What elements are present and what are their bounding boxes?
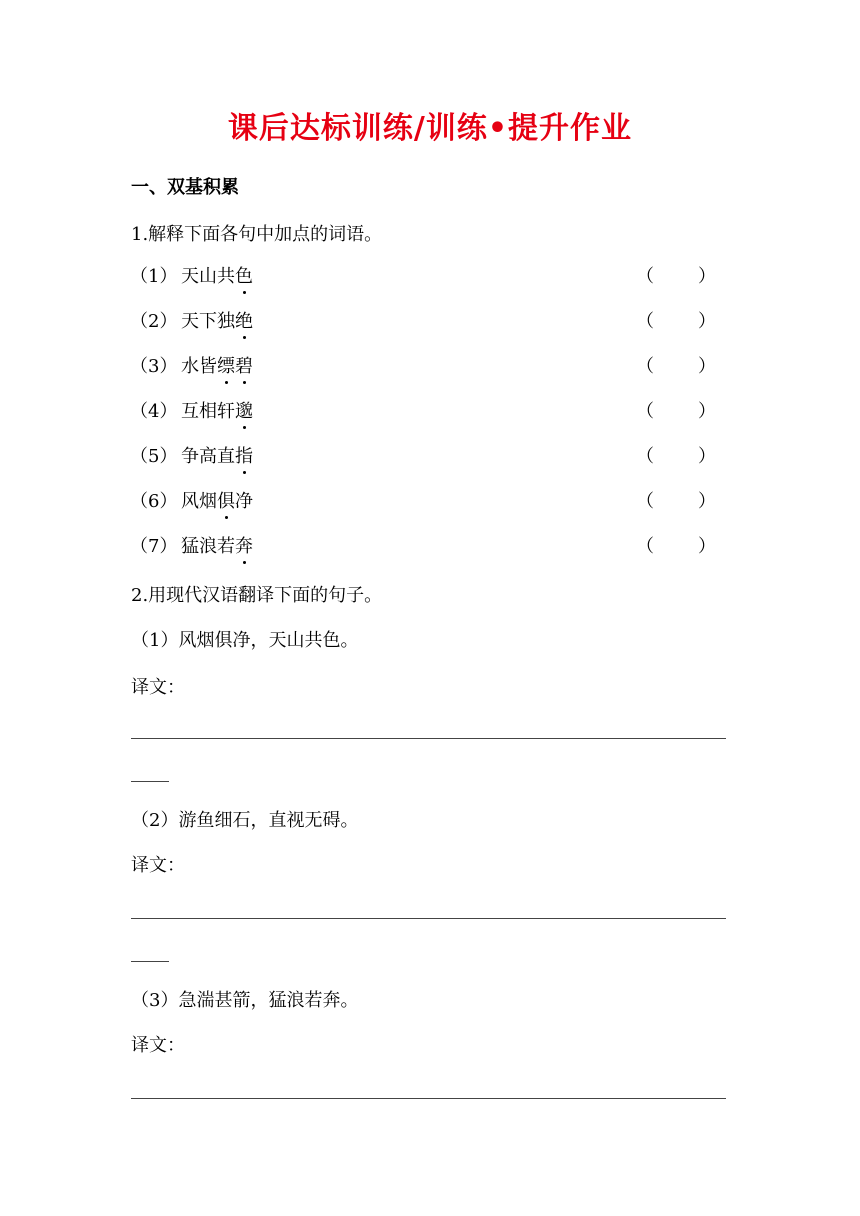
dotted-character: 色 bbox=[235, 266, 253, 287]
item-number: （6） bbox=[130, 491, 178, 512]
answer-blank-open[interactable]: （ bbox=[636, 356, 654, 377]
emphasized-word bbox=[235, 311, 253, 332]
item-number: （1） bbox=[130, 266, 178, 287]
item-phrase bbox=[181, 445, 253, 469]
answer-line-3[interactable] bbox=[131, 1098, 726, 1099]
phrase-text: 争高直 bbox=[181, 446, 235, 467]
answer-blank-close[interactable]: ） bbox=[698, 356, 716, 377]
phrase-text: 水皆 bbox=[181, 356, 217, 377]
item-phrase bbox=[181, 355, 253, 379]
phrase-text: 风烟 bbox=[181, 491, 217, 512]
emphasized-word bbox=[217, 356, 253, 377]
item-number: （4） bbox=[130, 401, 178, 422]
item-phrase bbox=[181, 400, 253, 424]
item-number: （3） bbox=[130, 356, 178, 377]
section-heading: 一、双基积累 bbox=[131, 177, 239, 198]
answer-blank-close[interactable]: ） bbox=[698, 266, 716, 287]
sentence-3: （3）急湍甚箭，猛浪若奔。 bbox=[131, 990, 359, 1011]
dotted-character: 奔 bbox=[235, 536, 253, 557]
dotted-character: 邈 bbox=[235, 401, 253, 422]
item-number: （2） bbox=[130, 311, 178, 332]
phrase-text: 猛浪若 bbox=[181, 536, 235, 557]
answer-line-1-continuation[interactable] bbox=[131, 781, 169, 782]
translation-label-1: 译文： bbox=[131, 677, 185, 698]
answer-blank-open[interactable]: （ bbox=[636, 311, 654, 332]
dotted-character: 碧 bbox=[235, 356, 253, 377]
phrase-text: 天下独 bbox=[181, 311, 235, 332]
item-phrase bbox=[181, 535, 253, 559]
answer-line-2-continuation[interactable] bbox=[131, 961, 169, 962]
question-2-prompt: 2.用现代汉语翻译下面的句子。 bbox=[131, 585, 383, 606]
translation-label-2: 译文： bbox=[131, 855, 185, 876]
item-phrase bbox=[181, 265, 253, 289]
answer-blank-open[interactable]: （ bbox=[636, 401, 654, 422]
dotted-character: 缥 bbox=[217, 356, 235, 377]
answer-blank-close[interactable]: ） bbox=[698, 311, 716, 332]
page-title: 课后达标训练/训练•提升作业 bbox=[227, 111, 633, 146]
emphasized-word bbox=[235, 536, 253, 557]
emphasized-word bbox=[235, 401, 253, 422]
emphasized-word bbox=[217, 491, 235, 512]
answer-blank-open[interactable]: （ bbox=[636, 536, 654, 557]
answer-line-1[interactable] bbox=[131, 738, 726, 739]
item-phrase bbox=[181, 490, 253, 514]
phrase-text: 天山共 bbox=[181, 266, 235, 287]
sentence-1: （1）风烟俱净，天山共色。 bbox=[131, 630, 359, 651]
answer-blank-open[interactable]: （ bbox=[636, 266, 654, 287]
emphasized-word bbox=[235, 446, 253, 467]
item-number: （5） bbox=[130, 446, 178, 467]
answer-blank-close[interactable]: ） bbox=[698, 536, 716, 557]
dotted-character: 俱 bbox=[217, 491, 235, 512]
phrase-text-after: 净 bbox=[235, 491, 253, 512]
answer-blank-open[interactable]: （ bbox=[636, 491, 654, 512]
dotted-character: 指 bbox=[235, 446, 253, 467]
translation-label-3: 译文： bbox=[131, 1035, 185, 1056]
answer-blank-close[interactable]: ） bbox=[698, 401, 716, 422]
question-1-prompt: 1.解释下面各句中加点的词语。 bbox=[131, 224, 383, 245]
answer-blank-open[interactable]: （ bbox=[636, 446, 654, 467]
dotted-character: 绝 bbox=[235, 311, 253, 332]
answer-blank-close[interactable]: ） bbox=[698, 491, 716, 512]
answer-line-2[interactable] bbox=[131, 918, 726, 919]
item-phrase bbox=[181, 310, 253, 334]
sentence-2: （2）游鱼细石，直视无碍。 bbox=[131, 810, 359, 831]
item-number: （7） bbox=[130, 536, 178, 557]
answer-blank-close[interactable]: ） bbox=[698, 446, 716, 467]
emphasized-word bbox=[235, 266, 253, 287]
phrase-text: 互相轩 bbox=[181, 401, 235, 422]
